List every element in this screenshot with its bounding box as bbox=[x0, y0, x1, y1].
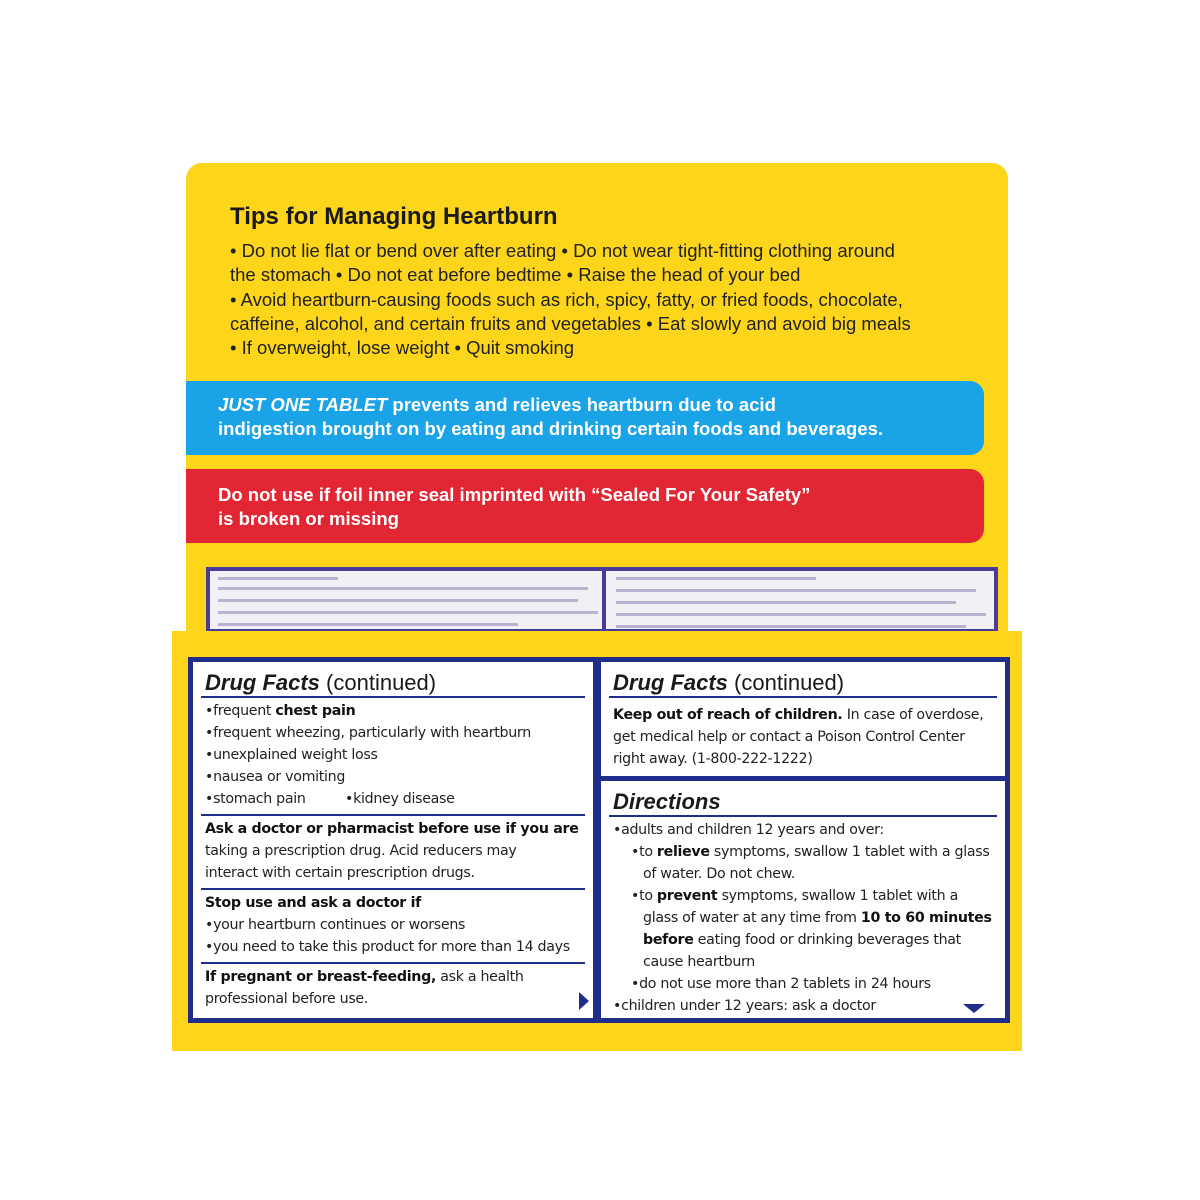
blurred-text bbox=[616, 625, 966, 628]
list-item: •unexplained weight loss bbox=[205, 747, 378, 763]
tips-line: • Do not lie flat or bend over after eating • Do not wear tight-fitting clothing around bbox=[230, 240, 895, 261]
directions-title: Directions bbox=[613, 789, 721, 814]
banner-text: prevents and relieves heartburn due to acid bbox=[387, 394, 776, 415]
tips-line: the stomach • Do not eat before bedtime • Raise the head of your bed bbox=[230, 264, 801, 286]
ask-doctor-line: interact with certain prescription drugs. bbox=[205, 865, 475, 881]
tips-line: • Avoid heartburn-causing foods such as rich, spicy, fatty, or fried foods, chocolate, bbox=[230, 288, 903, 310]
list-item: •children under 12 years: ask a doctor bbox=[613, 998, 876, 1014]
list-item: •frequent wheezing, particularly with heartburn bbox=[205, 725, 531, 741]
drug-facts-panel-left bbox=[188, 657, 598, 1023]
ask-doctor-line: taking a prescription drug. Acid reducers may bbox=[205, 843, 517, 859]
warnings-list bbox=[193, 698, 593, 814]
inner-label-peek bbox=[192, 563, 1006, 635]
blurred-text bbox=[218, 577, 338, 580]
one-tablet-banner bbox=[186, 381, 984, 455]
pregnancy-line: If pregnant or breast-feeding, ask a health bbox=[205, 969, 524, 985]
blurred-text bbox=[218, 611, 598, 614]
tips-title: Tips for Managing Heartburn bbox=[230, 203, 558, 230]
stop-use-section bbox=[193, 890, 593, 962]
list-item: •to prevent symptoms, swallow 1 tablet with a bbox=[631, 888, 958, 904]
inner-label bbox=[206, 567, 998, 633]
banner-line bbox=[218, 393, 984, 417]
continued-label: (continued) bbox=[319, 670, 437, 695]
list-item-continued: of water. Do not chew. bbox=[643, 866, 795, 882]
list-item: •frequent chest pain bbox=[205, 703, 356, 719]
inner-divider bbox=[602, 571, 606, 631]
stop-use-heading: Stop use and ask a doctor if bbox=[205, 895, 422, 911]
list-item-continued: before eating food or drinking beverages that bbox=[643, 932, 961, 948]
keep-away-line: get medical help or contact a Poison Control Center bbox=[613, 729, 965, 745]
drug-facts-header bbox=[601, 662, 1005, 696]
list-item: •nausea or vomiting bbox=[205, 769, 346, 785]
blurred-text bbox=[616, 613, 986, 616]
warning-line: Do not use if foil inner seal imprinted with “Sealed For Your Safety” bbox=[218, 484, 811, 505]
drug-facts-title: Drug Facts bbox=[613, 670, 728, 695]
product-box bbox=[172, 163, 1022, 1051]
list-item-continued: cause heartburn bbox=[643, 954, 755, 970]
list-item: •do not use more than 2 tablets in 24 hours bbox=[631, 976, 931, 992]
pregnancy-section bbox=[193, 964, 593, 1014]
tips-line: caffeine, alcohol, and certain fruits and vegetables • Eat slowly and avoid big meals bbox=[230, 312, 911, 334]
ask-doctor-heading: Ask a doctor or pharmacist before use if you are bbox=[205, 821, 579, 837]
blurred-text bbox=[616, 577, 816, 580]
seal-warning-banner bbox=[186, 469, 984, 543]
blurred-text bbox=[218, 587, 588, 590]
drug-facts-title: Drug Facts bbox=[205, 670, 320, 695]
banner-line: indigestion brought on by eating and drinking certain foods and beverages. bbox=[218, 418, 884, 439]
directions-list bbox=[601, 817, 1005, 1021]
tips-line: • If overweight, lose weight • Quit smoking bbox=[230, 337, 575, 359]
keep-away-section bbox=[601, 698, 1005, 774]
keep-away-line: Keep out of reach of children. In case of overdose, bbox=[613, 707, 984, 723]
list-item: •you need to take this product for more than 14 days bbox=[205, 939, 570, 955]
drug-facts-header bbox=[193, 662, 593, 696]
blurred-text bbox=[218, 623, 518, 626]
drug-facts-panel-right bbox=[596, 657, 1010, 1023]
blurred-text bbox=[616, 589, 976, 592]
list-item: •adults and children 12 years and over: bbox=[613, 822, 884, 838]
ask-doctor-section bbox=[193, 816, 593, 888]
blurred-text bbox=[616, 601, 956, 604]
tips-list bbox=[230, 239, 1000, 360]
warning-line: is broken or missing bbox=[218, 508, 399, 529]
continued-label: (continued) bbox=[727, 670, 845, 695]
pregnancy-line: professional before use. bbox=[205, 991, 369, 1007]
blurred-text bbox=[218, 599, 578, 602]
list-item-continued: glass of water at any time from 10 to 60 minutes bbox=[643, 910, 992, 926]
keep-away-line: right away. (1-800-222-1222) bbox=[613, 751, 813, 767]
continue-down-arrow-icon bbox=[963, 1004, 985, 1013]
continue-arrow-icon bbox=[579, 992, 589, 1010]
list-item: •to relieve symptoms, swallow 1 tablet with a glass bbox=[631, 844, 990, 860]
list-item: •your heartburn continues or worsens bbox=[205, 917, 466, 933]
banner-emphasis: JUST ONE TABLET bbox=[218, 394, 388, 415]
list-item: •stomach pain •kidney disease bbox=[205, 791, 455, 807]
